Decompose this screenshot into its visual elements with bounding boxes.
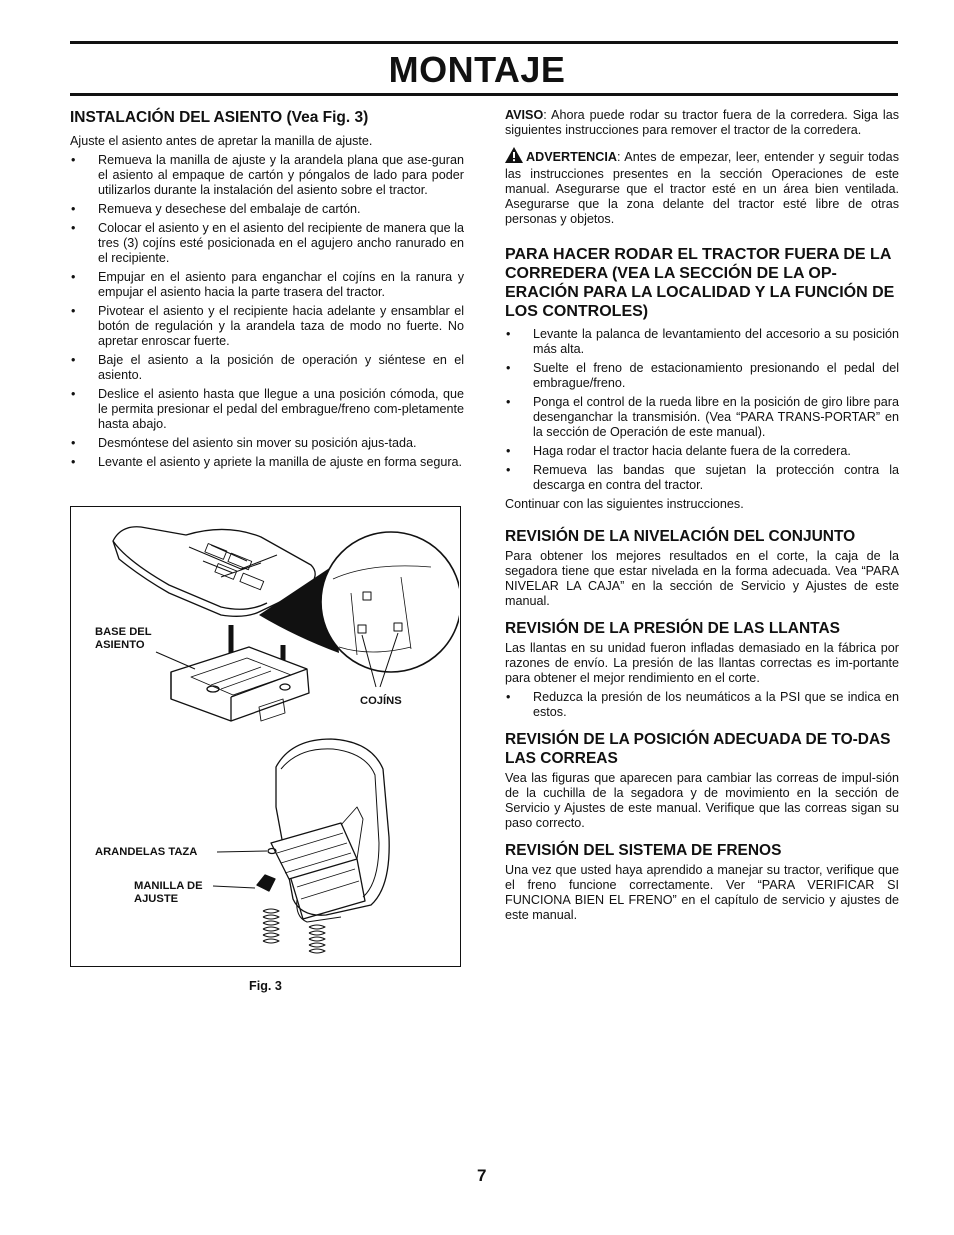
- list-item: • Colocar el asiento y en el asiento del recipiente de manera que la tres (3) cojíns esté posicionada en el agujero ancho ranurado en el recipiente.: [70, 221, 464, 266]
- advertencia-note: [505, 147, 899, 227]
- presion-text: Las llantas en su unidad fueron infladas demasiado en la fábrica por razones de envío. La presión de las llantas correctas es im-portante para obtener el mejor rendimiento en el corte.: [505, 641, 899, 685]
- left-column: [70, 108, 464, 474]
- label-base-del-asiento: BASE DEL ASIENTO: [95, 626, 152, 651]
- nivelacion-text: Para obtener los mejores resultados en el corte, la caja de la segadora tiene que estar nivelada en la forma adecuada. Vea “PARA NIVELAR LA CAJA” en la sección de Servicio y Ajustes de este manual.: [505, 549, 899, 608]
- nivelacion-heading: REVISIÓN DE LA NIVELACIÓN DEL CONJUNTO: [505, 528, 856, 545]
- list-item: • Levante el asiento y apriete la manilla de ajuste en forma segura.: [70, 455, 464, 470]
- aviso-label: AVISO: [505, 108, 544, 122]
- list-item: • Empujar en el asiento para enganchar el cojíns en la ranura y empujar el asiento hacia la parte trasera del tractor.: [70, 270, 464, 300]
- title-underline: [70, 93, 898, 96]
- correas-heading: REVISIÓN DE LA POSICIÓN ADECUADA DE TO-DAS LAS CORREAS: [505, 731, 891, 767]
- rodar-steps-list: [505, 327, 899, 493]
- list-item: • Baje el asiento a la posición de operación y siéntese en el asiento.: [70, 353, 464, 383]
- aviso-note: [505, 108, 899, 138]
- figure-3: [70, 506, 461, 967]
- figure-caption: Fig. 3: [249, 979, 282, 993]
- aviso-text: : Ahora puede rodar su tractor fuera de la corredera. Siga las siguientes instrucciones para remover el tractor de la corredera.: [505, 108, 899, 137]
- rodar-continue: Continuar con las siguientes instrucciones.: [505, 497, 744, 511]
- label-cojins: COJÍNS: [360, 695, 402, 707]
- list-item: • Reduzca la presión de los neumáticos a la PSI que se indica en estos.: [505, 690, 899, 720]
- frenos-heading: REVISIÓN DEL SISTEMA DE FRENOS: [505, 842, 782, 859]
- presion-heading: REVISIÓN DE LA PRESIÓN DE LAS LLANTAS: [505, 620, 840, 637]
- list-item: • Suelte el freno de estacionamiento presionando el pedal del embrague/freno.: [505, 361, 899, 391]
- list-item: • Levante la palanca de levantamiento del accesorio a su posición más alta.: [505, 327, 899, 357]
- label-manilla-de-ajuste: MANILLA DE AJUSTE: [134, 880, 203, 905]
- list-item: • Desmóntese del asiento sin mover su posición ajus-tada.: [70, 436, 464, 451]
- seat-steps-list: [70, 153, 464, 470]
- advertencia-text: : Antes de empezar, leer, entender y seguir todas las instrucciones presentes en la sección Operaciones de este manual. Asegurarse que el tractor esté en un área bien ventilada. Asegurarse que la zona delante del tractor esté libre de otras personas y objetos.: [505, 150, 899, 226]
- page-title: MONTAJE: [388, 49, 566, 90]
- page-number: 7: [477, 1166, 487, 1185]
- list-item: • Haga rodar el tractor hacia delante fuera de la corredera.: [505, 444, 899, 459]
- warning-icon: [505, 147, 523, 167]
- list-item: • Remueva y desechese del embalaje de cartón.: [70, 202, 464, 217]
- list-item: • Pivotear el asiento y el recipiente hacia adelante y ensamblar el botón de regulación y la arandela taza de modo no fuerte. No apretar enroscar fuerte.: [70, 304, 464, 349]
- correas-text: Vea las figuras que aparecen para cambiar las correas de impul-sión de la cuchilla de la segadora y de movimiento en la sección de Servicio y Ajustes de este manual. Verifique que las correas sigan su paso correcto.: [505, 771, 899, 830]
- seat-intro: Ajuste el asiento antes de apretar la manilla de ajuste.: [70, 134, 373, 148]
- right-column: [505, 108, 899, 927]
- advertencia-label: ADVERTENCIA: [526, 150, 617, 164]
- label-arandelas-taza: ARANDELAS TAZA: [95, 846, 198, 858]
- seat-assembly-illustration: [71, 507, 459, 965]
- list-item: • Remueva la manilla de ajuste y la arandela plana que ase-guran el asiento al empaque de cartón y póngalos de lado para poder utilizarlos durante la instalación del asiento sobre el tractor.: [70, 153, 464, 198]
- seat-installation-heading: INSTALACIÓN DEL ASIENTO (Vea Fig. 3): [70, 109, 369, 126]
- presion-list: [505, 690, 899, 720]
- frenos-text: Una vez que usted haya aprendido a manejar su tractor, verifique que el freno funcione correctamente. Ver “PARA VERIFICAR SI FUNCIONA BIEN EL FRENO” en el capítulo de servicio y ajustes de este manual.: [505, 863, 899, 922]
- rodar-tractor-heading: PARA HACER RODAR EL TRACTOR FUERA DE LA CORREDERA (VEA LA SECCIÓN DE LA OP-ERACIÓN PARA LA LOCALIDAD Y LA FUNCIÓN DE LOS CONTROLES): [505, 246, 895, 320]
- top-rule: [70, 41, 898, 44]
- list-item: • Ponga el control de la rueda libre en la posición de giro libre para desenganchar la transmisión. (Vea “PARA TRANS-PORTAR” en la sección de Operación de este manual).: [505, 395, 899, 440]
- list-item: • Deslice el asiento hasta que llegue a una posición cómoda, que le permita presionar el pedal del embrague/freno com-pletamente hasta abajo.: [70, 387, 464, 432]
- list-item: • Remueva las bandas que sujetan la protección contra la descarga en contra del tractor.: [505, 463, 899, 493]
